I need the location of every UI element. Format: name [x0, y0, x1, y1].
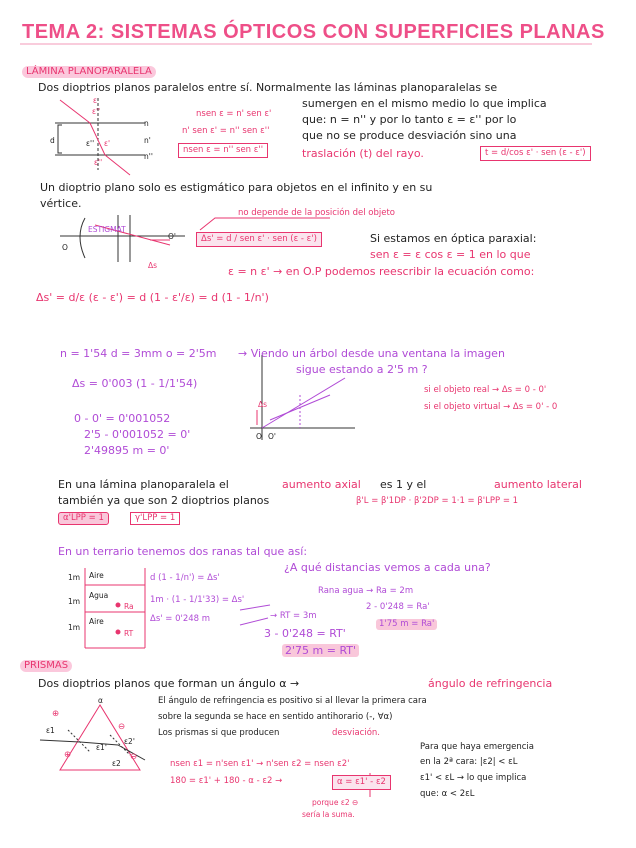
- terrario-f1: d (1 - 1/n') = Δs': [150, 573, 220, 583]
- example-question-2: sigue estando a 2'5 m ?: [296, 363, 428, 376]
- prism-fig-e1p: ε1': [96, 743, 107, 752]
- aumento-lateral: aumento lateral: [494, 478, 582, 491]
- example-calc-4: 2'49895 m = 0': [84, 444, 170, 457]
- layer-3: Aire: [89, 617, 104, 626]
- translation-formula: t = d/cos ε' · sen (ε - ε'): [480, 146, 591, 161]
- example-calc-3: 2'5 - 0'001052 = 0': [84, 428, 191, 441]
- emergencia-2: en la 2ª cara: |ε2| < εL: [420, 757, 518, 767]
- terrario-line-1: En un terrario tenemos dos ranas tal que así:: [58, 545, 308, 558]
- lamina-intro-3: que: n = n'' y por lo tanto ε = ε'' por lo: [302, 113, 517, 126]
- plus-icon: ⊕: [52, 709, 60, 719]
- calc-t1: 3 - 0'248 = RT': [264, 627, 346, 640]
- lamina-eq-1: nsen ε = n' sen ε': [196, 109, 272, 119]
- dim-2: 1m: [68, 597, 81, 606]
- fig2-op-label: O': [168, 232, 176, 241]
- aumento-line-1a: En una lámina planoparalela el: [58, 478, 229, 491]
- lamina-intro-4: que no se produce desviación sino una: [302, 129, 517, 142]
- lamina-intro-5: traslación (t) del rayo.: [302, 147, 424, 160]
- fig2-estig-label: ESTIGMAT: [88, 225, 126, 234]
- prismas-line-4a: Los prismas si que producen: [158, 728, 280, 738]
- section-prismas-heading: PRISMAS: [20, 660, 72, 672]
- stigmatic-line-1: Un dioptrio plano solo es estigmático para objetos en el infinito y en su: [40, 181, 433, 194]
- plus-icon-2: ⊕: [64, 750, 72, 760]
- prism-eq-1: nsen ε1 = n'sen ε1' → n'sen ε2 = nsen ε2': [170, 759, 350, 769]
- dioptrio-figure: [60, 215, 185, 262]
- real-object-note: si el objeto real → Δs = 0 - 0': [424, 385, 547, 395]
- beta-equation: β'L = β'1DP · β'2DP = 1·1 = β'LPP = 1: [356, 496, 519, 506]
- paraxial-line-2: sen ε = ε cos ε = 1 en lo que: [370, 248, 531, 261]
- emergencia-4: que: α < 2εL: [420, 789, 475, 799]
- prism-eq-box: α = ε1' - ε2: [332, 775, 391, 790]
- prism-eq-2: 180 = ε1' + 180 - α - ε2 →: [170, 776, 283, 786]
- lamina-intro-2: sumergen en el mismo medio lo que implica: [302, 97, 547, 110]
- prism-fig-e1: ε1: [46, 726, 55, 735]
- porque-1: porque ε2 ⊖: [312, 798, 359, 807]
- calc-t2: 2'75 m = RT': [282, 644, 359, 657]
- prism-fig-alpha: α: [98, 696, 103, 705]
- prism-fig-e2p: ε2': [124, 737, 135, 746]
- example-data: n = 1'54 d = 3mm o = 2'5m: [60, 347, 217, 360]
- paraxial-line-1: Si estamos en óptica paraxial:: [370, 232, 537, 245]
- minus-icon: ⊖: [118, 722, 126, 732]
- calc-a1: 2 - 0'248 = Ra': [366, 602, 430, 612]
- terrario-f2: 1m · (1 - 1/1'33) = Δs': [150, 595, 245, 605]
- example-question-1: → Viendo un árbol desde una ventana la imagen: [238, 347, 505, 360]
- prismas-line-1a: Dos dioptrios planos que forman un ángulo α →: [38, 677, 300, 690]
- emergencia-1: Para que haya emergencia: [420, 742, 534, 752]
- terrario-f3: Δs' = 0'248 m: [150, 614, 211, 624]
- ex-fig-o: O: [256, 432, 262, 441]
- rana-tierra: → RT = 3m: [270, 611, 317, 621]
- point-ra: Ra: [124, 602, 134, 611]
- prismas-line-3: sobre la segunda se hace en sentido antihorario (-, ∀α): [158, 712, 393, 722]
- lamina-eq-2: n' sen ε' = n'' sen ε'': [182, 126, 270, 136]
- lam-fig-npp: n'': [144, 152, 153, 161]
- section-lamina-heading: LÁMINA PLANOPARALELA: [22, 66, 156, 78]
- lam-fig-d: d: [50, 136, 55, 145]
- lam-fig-eps4: ε'': [94, 158, 103, 167]
- prismas-desviacion: desviación.: [332, 728, 380, 738]
- paraxial-line-3: ε = n ε' → en O.P podemos reescribir la ecuación como:: [228, 265, 535, 278]
- ex-fig-ds: Δs: [258, 400, 268, 409]
- example-calc-1: Δs = 0'003 (1 - 1/1'54): [72, 377, 198, 390]
- stigmatic-line-2: vértice.: [40, 197, 82, 210]
- aumento-line-1c: es 1 y el: [380, 478, 427, 491]
- layer-2: Agua: [89, 591, 109, 600]
- porque-2: sería la suma.: [302, 810, 355, 819]
- gamma-lpp-box: γ'LPP = 1: [130, 512, 180, 525]
- delta-rewrite: Δs' = d/ε (ε - ε') = d (1 - ε'/ε) = d (1 - 1/n'): [36, 291, 269, 304]
- lam-fig-epsp: ε': [104, 139, 111, 148]
- lam-fig-eps3: ε'': [86, 139, 95, 148]
- calc-a2: 1'75 m = Ra': [376, 619, 437, 630]
- lam-fig-n: n: [144, 119, 149, 128]
- prismas-refringencia: ángulo de refringencia: [428, 677, 553, 690]
- terrario-line-2: ¿A qué distancias vemos a cada una?: [284, 561, 491, 574]
- prismas-line-2: El ángulo de refringencia es positivo si al llevar la primera cara: [158, 696, 427, 706]
- example-calc-2: 0 - 0' = 0'001052: [74, 412, 171, 425]
- minus-icon-2: ⊖: [130, 752, 138, 762]
- fig2-ds-label: Δs: [148, 261, 158, 270]
- lam-fig-np: n': [144, 136, 151, 145]
- aumento-axial: aumento axial: [282, 478, 361, 491]
- rana-agua: Rana agua → Ra = 2m: [318, 586, 414, 596]
- page-title: TEMA 2: SISTEMAS ÓPTICOS CON SUPERFICIES PLANAS: [22, 21, 605, 43]
- prism-fig-e2: ε2: [112, 759, 121, 768]
- layer-1: Aire: [89, 571, 104, 580]
- point-rt: RT: [124, 629, 134, 638]
- aumento-line-2: también ya que son 2 dioptrios planos: [58, 494, 270, 507]
- dim-3: 1m: [68, 623, 81, 632]
- delta-s-formula: Δs' = d / sen ε' · sen (ε - ε'): [196, 232, 322, 247]
- ex-fig-op: O': [268, 432, 276, 441]
- fig2-o-label: O: [62, 243, 68, 252]
- alpha-lpp-box: α'LPP = 1: [58, 512, 109, 525]
- lam-fig-eps2: ε'': [92, 107, 101, 116]
- lamina-intro-1: Dos dioptrios planos paralelos entre sí. Normalmente las láminas planoparalelas se: [38, 81, 498, 94]
- lam-fig-eps: ε: [93, 96, 98, 105]
- dim-1: 1m: [68, 573, 81, 582]
- virtual-object-note: si el objeto virtual → Δs = 0' - 0: [424, 402, 558, 412]
- no-depende-note: no depende de la posición del objeto: [238, 208, 395, 218]
- lamina-eq-3: nsen ε = n'' sen ε'': [178, 143, 268, 158]
- terrario-figure: [85, 568, 145, 648]
- emergencia-3: ε1' < εL → lo que implica: [420, 773, 527, 783]
